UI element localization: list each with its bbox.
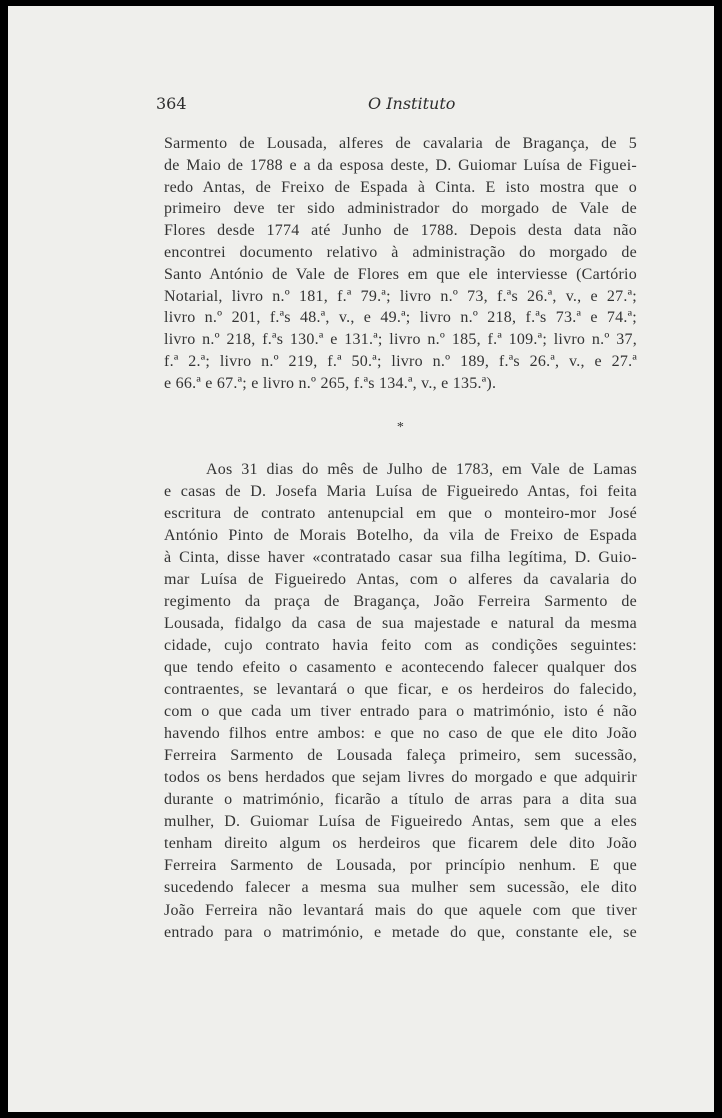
text-line: tenham direito algum os herdeiros que ficarem dele dito João: [164, 835, 637, 853]
text-line: redo Antas, de Freixo de Espada à Cinta. E isto mostra que o: [164, 178, 637, 196]
text-line: livro n.º 218, f.ªs 130.ª e 131.ª; livro n.º 185, f.ª 109.ª; livro n.º 37,: [164, 331, 637, 349]
text-line: durante o matrimónio, ficarão a título de arras para a dita sua: [164, 791, 637, 809]
text-line: todos os bens herdados que sejam livres do morgado e que adquirir: [164, 769, 637, 787]
text-line: de Maio de 1788 e a da esposa deste, D. Guiomar Luísa de Figuei-: [164, 156, 637, 174]
page-number: 364: [156, 94, 187, 113]
book-page: [8, 6, 714, 1112]
text-line: mar Luísa de Figueiredo Antas, com o alferes da cavalaria do: [164, 570, 637, 588]
body-text: [164, 133, 637, 944]
text-line: Ferreira Sarmento de Lousada faleça primeiro, sem sucessão,: [164, 747, 637, 765]
running-title: O Instituto: [368, 94, 456, 113]
text-line: e casas de D. Josefa Maria Luísa de Figueiredo Antas, foi feita: [164, 482, 637, 500]
text-line: com o que cada um tiver entrado para o matrimónio, isto é não: [164, 703, 637, 721]
text-line: à Cinta, disse haver «contratado casar sua filha legítima, D. Guio-: [164, 548, 637, 566]
text-line: primeiro deve ter sido administrador do morgado de Vale de: [164, 200, 637, 218]
text-line: encontrei documento relativo à administração do morgado de: [164, 243, 637, 261]
text-line: João Ferreira não levantará mais do que aquele com que tiver: [164, 901, 637, 919]
text-line: Notarial, livro n.º 181, f.ª 79.ª; livro n.º 73, f.ªs 26.ª, v., e 27.ª;: [164, 287, 637, 305]
paragraph-continued: [164, 133, 637, 395]
text-line: escritura de contrato antenupcial em que o monteiro-mor José: [164, 504, 637, 522]
text-line: Ferreira Sarmento de Lousada, por princípio nenhum. E que: [164, 857, 637, 875]
text-line: Aos 31 dias do mês de Julho de 1783, em Vale de Lamas: [206, 460, 637, 478]
text-line: sucedendo falecer a mesma sua mulher sem sucessão, ele dito: [164, 879, 637, 897]
text-line: livro n.º 201, f.ªs 48.ª, v., e 49.ª; livro n.º 218, f.ªs 73.ª e 74.ª;: [164, 309, 637, 327]
text-line: Santo António de Vale de Flores em que ele interviesse (Cartório: [164, 265, 637, 283]
text-line: f.ª 2.ª; livro n.º 219, f.ª 50.ª; livro n.º 189, f.ªs 26.ª, v., e 27.ª: [164, 352, 637, 370]
text-line: contraentes, se levantará o que ficar, e os herdeiros do falecido,: [164, 681, 637, 699]
text-line: regimento da praça de Bragança, João Ferreira Sarmento de: [164, 592, 637, 610]
text-line: cidade, cujo contrato havia feito com as condições seguintes:: [164, 636, 637, 654]
text-line: entrado para o matrimónio, e metade do que, constante ele, se: [164, 923, 637, 941]
section-separator: *: [396, 419, 405, 435]
text-line: que tendo efeito o casamento e acontecendo falecer qualquer dos: [164, 658, 637, 676]
text-line: António Pinto de Morais Botelho, da vila de Freixo de Espada: [164, 526, 637, 544]
text-line: e 66.ª e 67.ª; e livro n.º 265, f.ªs 134.ª, v., e 135.ª).: [164, 374, 497, 392]
text-line: Lousada, fidalgo da casa de sua majestade e natural da mesma: [164, 614, 637, 632]
running-header: [156, 94, 636, 118]
text-line: mulher, D. Guiomar Luísa de Figueiredo Antas, sem que a eles: [164, 813, 637, 831]
text-line: havendo filhos entre ambos: e que no caso de que ele dito João: [164, 725, 637, 743]
paragraph-marriage-contract: [164, 459, 637, 944]
text-line: Sarmento de Lousada, alferes de cavalaria de Bragança, de 5: [164, 135, 637, 152]
text-line: Flores desde 1774 até Junho de 1788. Depois desta data não: [164, 222, 637, 240]
